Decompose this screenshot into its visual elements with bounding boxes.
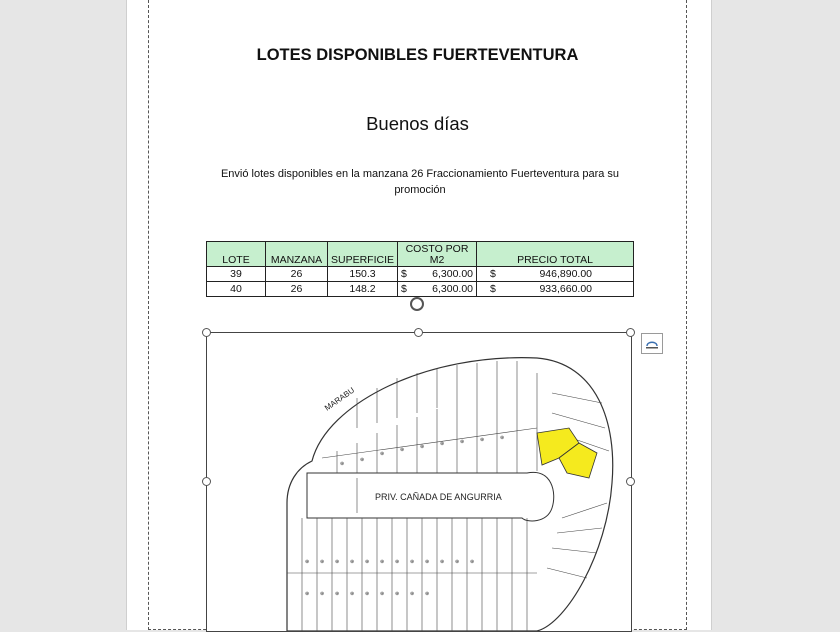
svg-text:⊕: ⊕ [335, 559, 340, 565]
resize-handle-left[interactable] [202, 477, 211, 486]
lot-map-drawing [207, 333, 631, 631]
currency-symbol: $ [490, 283, 496, 295]
cell-manzana: 26 [266, 282, 328, 297]
lot-map-image[interactable] [206, 332, 632, 632]
svg-text:⊕: ⊕ [395, 559, 400, 565]
resize-handle-right[interactable] [626, 477, 635, 486]
svg-text:⊕: ⊕ [380, 451, 385, 457]
currency-symbol: $ [401, 283, 407, 295]
svg-text:⊕: ⊕ [350, 559, 355, 565]
header-manzana: MANZANA [266, 242, 328, 267]
svg-text:⊕: ⊕ [365, 559, 370, 565]
svg-text:⊕: ⊕ [410, 591, 415, 597]
table-header-row [207, 242, 634, 267]
svg-text:⊕: ⊕ [440, 441, 445, 447]
cell-manzana: 26 [266, 267, 328, 282]
precio-value: 946,890.00 [539, 268, 593, 280]
svg-text:⊕: ⊕ [340, 461, 345, 467]
cell-lote: 39 [207, 267, 266, 282]
svg-text:⊕: ⊕ [425, 559, 430, 565]
rotate-handle-icon[interactable] [410, 297, 424, 311]
header-lote: LOTE [207, 242, 266, 267]
svg-text:⊕: ⊕ [480, 437, 485, 443]
document-title: LOTES DISPONIBLES FUERTEVENTURA [256, 46, 579, 64]
cell-precio [477, 282, 634, 297]
cell-precio [477, 267, 634, 282]
svg-text:⊕: ⊕ [335, 591, 340, 597]
street-main-label: PRIV. CAÑADA DE ANGURRIA [375, 492, 502, 502]
svg-text:⊕: ⊕ [380, 591, 385, 597]
resize-handle-top-left[interactable] [202, 328, 211, 337]
precio-value: 933,660.00 [539, 283, 593, 295]
svg-text:⊕: ⊕ [360, 457, 365, 463]
cell-superficie: 150.3 [328, 267, 398, 282]
costo-value: 6,300.00 [432, 283, 474, 295]
svg-text:⊕: ⊕ [350, 591, 355, 597]
svg-text:⊕: ⊕ [500, 435, 505, 441]
svg-text:⊕: ⊕ [470, 559, 475, 565]
body-paragraph: Envió lotes disponibles en la manzana 26 Fraccionamiento Fuerteventura para su promoción [220, 168, 620, 196]
layout-options-icon[interactable] [641, 333, 663, 354]
header-precio: PRECIO TOTAL [477, 242, 634, 267]
header-superficie: SUPERFICIE [328, 242, 398, 267]
svg-text:⊕: ⊕ [305, 591, 310, 597]
street-curve-label: MARABU [322, 385, 357, 413]
svg-text:⊕: ⊕ [455, 559, 460, 565]
svg-text:⊕: ⊕ [440, 559, 445, 565]
table-row [207, 282, 634, 297]
svg-text:⊕: ⊕ [365, 591, 370, 597]
cell-lote: 40 [207, 282, 266, 297]
svg-text:⊕: ⊕ [410, 559, 415, 565]
svg-text:⊕: ⊕ [400, 447, 405, 453]
resize-handle-top[interactable] [414, 328, 423, 337]
costo-value: 6,300.00 [432, 268, 474, 280]
cell-costo [398, 282, 477, 297]
cell-costo [398, 267, 477, 282]
svg-text:⊕: ⊕ [425, 591, 430, 597]
table-row [207, 267, 634, 282]
header-costo: COSTO POR M2 [398, 242, 477, 267]
svg-text:⊕: ⊕ [320, 591, 325, 597]
svg-text:⊕: ⊕ [380, 559, 385, 565]
currency-symbol: $ [490, 268, 496, 280]
lots-table [206, 241, 634, 297]
svg-text:⊕: ⊕ [395, 591, 400, 597]
resize-handle-top-right[interactable] [626, 328, 635, 337]
currency-symbol: $ [401, 268, 407, 280]
svg-text:⊕: ⊕ [460, 439, 465, 445]
svg-text:⊕: ⊕ [320, 559, 325, 565]
greeting-text: Buenos días [366, 113, 469, 134]
svg-text:⊕: ⊕ [305, 559, 310, 565]
cell-superficie: 148.2 [328, 282, 398, 297]
svg-text:⊕: ⊕ [420, 444, 425, 450]
